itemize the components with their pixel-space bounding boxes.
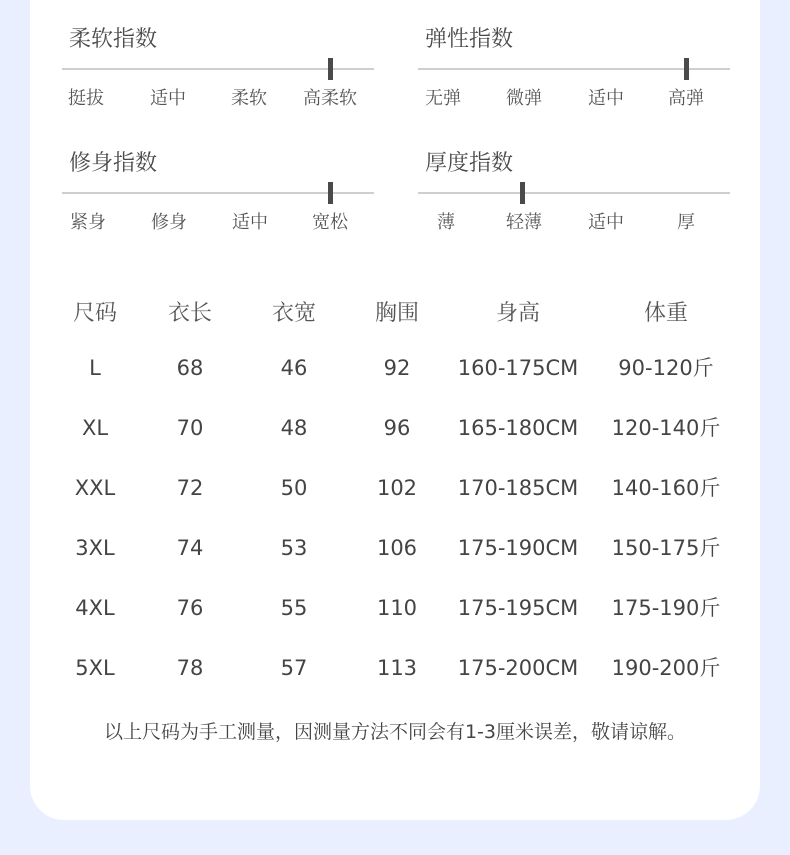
header-size: 尺码: [72, 301, 117, 326]
fit-index-title: 修身指数: [69, 151, 158, 176]
cell-width: 48: [280, 416, 308, 440]
cell-height: 175-195CM: [457, 596, 579, 620]
table-row: [45, 470, 745, 506]
fit-index: [62, 149, 374, 249]
cell-width: 50: [280, 476, 308, 500]
table-row: [45, 410, 745, 446]
header-weight: 体重: [643, 301, 688, 326]
cell-size: 3XL: [75, 536, 115, 560]
thickness-option: 轻薄: [506, 212, 542, 233]
cell-size: L: [89, 356, 101, 380]
header-width: 衣宽: [271, 301, 316, 326]
table-row: [45, 650, 745, 686]
elasticity-option: 微弹: [506, 88, 542, 109]
cell-chest: 110: [376, 596, 418, 620]
cell-weight: 175-190斤: [611, 596, 721, 620]
cell-height: 160-175CM: [457, 356, 579, 380]
header-chest: 胸围: [374, 301, 419, 326]
cell-length: 68: [176, 356, 204, 380]
elasticity-index-title: 弹性指数: [425, 27, 514, 52]
thickness-scale-line: [418, 192, 730, 194]
fit-option: 宽松: [312, 212, 348, 233]
cell-length: 76: [176, 596, 204, 620]
measurement-footnote: 以上尺码为手工测量，因测量方法不同会有1-3厘米误差，敬请谅解。: [103, 721, 687, 743]
cell-length: 70: [176, 416, 204, 440]
cell-chest: 96: [383, 416, 411, 440]
thickness-option: 薄: [437, 212, 455, 233]
softness-marker: [328, 58, 333, 80]
cell-width: 55: [280, 596, 308, 620]
elasticity-option: 无弹: [425, 88, 461, 109]
softness-index-title: 柔软指数: [69, 27, 158, 52]
cell-length: 74: [176, 536, 204, 560]
cell-width: 57: [280, 656, 308, 680]
cell-weight: 90-120斤: [618, 356, 714, 380]
cell-chest: 113: [376, 656, 418, 680]
fit-option: 适中: [232, 212, 268, 233]
fit-marker: [328, 182, 333, 204]
cell-length: 78: [176, 656, 204, 680]
elasticity-option: 适中: [588, 88, 624, 109]
cell-weight: 120-140斤: [611, 416, 721, 440]
cell-size: 5XL: [75, 656, 115, 680]
cell-length: 72: [176, 476, 204, 500]
fit-option: 紧身: [70, 212, 106, 233]
cell-height: 175-200CM: [457, 656, 579, 680]
header-length: 衣长: [167, 301, 212, 326]
cell-height: 165-180CM: [457, 416, 579, 440]
cell-size: XXL: [74, 476, 116, 500]
thickness-option: 适中: [588, 212, 624, 233]
header-height: 身高: [495, 301, 540, 326]
cell-weight: 140-160斤: [611, 476, 721, 500]
cell-width: 46: [280, 356, 308, 380]
cell-chest: 92: [383, 356, 411, 380]
fit-option: 修身: [151, 212, 187, 233]
cell-size: 4XL: [75, 596, 115, 620]
cell-height: 175-190CM: [457, 536, 579, 560]
table-row: [45, 590, 745, 626]
cell-size: XL: [81, 416, 109, 440]
softness-option: 高柔软: [303, 88, 357, 109]
softness-option: 挺拔: [68, 88, 104, 109]
softness-option: 适中: [150, 88, 186, 109]
cell-height: 170-185CM: [457, 476, 579, 500]
table-row: [45, 350, 745, 386]
elasticity-option: 高弹: [668, 88, 704, 109]
elasticity-marker: [684, 58, 689, 80]
cell-weight: 150-175斤: [611, 536, 721, 560]
cell-chest: 106: [376, 536, 418, 560]
thickness-marker: [520, 182, 525, 204]
thickness-index-title: 厚度指数: [425, 151, 514, 176]
cell-chest: 102: [376, 476, 418, 500]
softness-index: [62, 25, 374, 125]
cell-weight: 190-200斤: [611, 656, 721, 680]
elasticity-index: [418, 25, 730, 125]
thickness-option: 厚: [677, 212, 695, 233]
table-header-row: [45, 296, 745, 332]
softness-option: 柔软: [231, 88, 267, 109]
thickness-index: [418, 149, 730, 249]
cell-width: 53: [280, 536, 308, 560]
table-row: [45, 530, 745, 566]
